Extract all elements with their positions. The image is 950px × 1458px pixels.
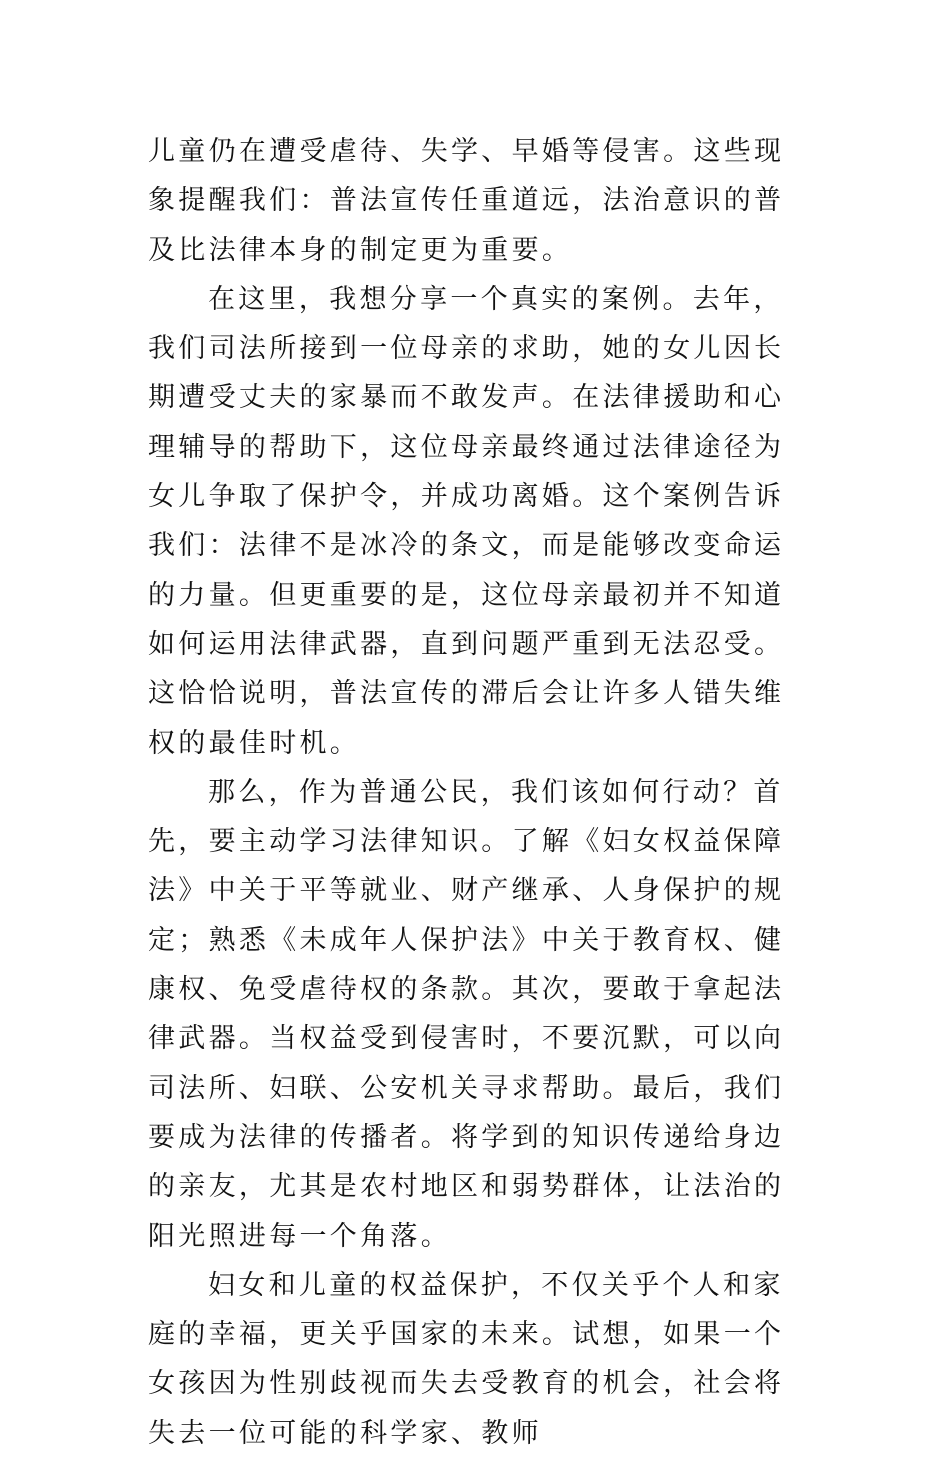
paragraph-citizen-actions: 那么，作为普通公民，我们该如何行动？首先，要主动学习法律知识。了解《妇女权益保障法》中关于平等就业、财产继承、人身保护的规定；熟悉《未成年人保护法》中关于教育权、健康权、免受虐待权的条款。其次，要敢于拿起法律武器。当权益受到侵害时，不要沉默，可以向司法所、妇联、公安机关寻求帮助。最后，我们要成为法律的传播者。将学到的知识传递给身边的亲友，尤其是农村地区和弱势群体，让法治的阳光照进每一个角落。 — [148, 776, 785, 1252]
paragraph-case-study: 在这里，我想分享一个真实的案例。去年，我们司法所接到一位母亲的求助，她的女儿因长期遭受丈夫的家暴而不敢发声。在法律援助和心理辅导的帮助下，这位母亲最终通过法律途径为女儿争取了保护令，并成功离婚。这个案例告诉我们：法律不是冰冷的条文，而是能够改变命运的力量。但更重要的是，这位母亲最初并不知道如何运用法律武器，直到问题严重到无法忍受。这恰恰说明，普法宣传的滞后会让许多人错失维权的最佳时机。 — [148, 283, 785, 759]
document-body — [148, 127, 806, 1458]
paragraph-future: 妇女和儿童的权益保护，不仅关乎个人和家庭的幸福，更关乎国家的未来。试想，如果一个女孩因为性别歧视而失去受教育的机会，社会将失去一位可能的科学家、教师 — [148, 1269, 785, 1449]
paragraph-continued: 儿童仍在遭受虐待、失学、早婚等侵害。这些现象提醒我们：普法宣传任重道远，法治意识的普及比法律本身的制定更为重要。 — [148, 136, 785, 266]
